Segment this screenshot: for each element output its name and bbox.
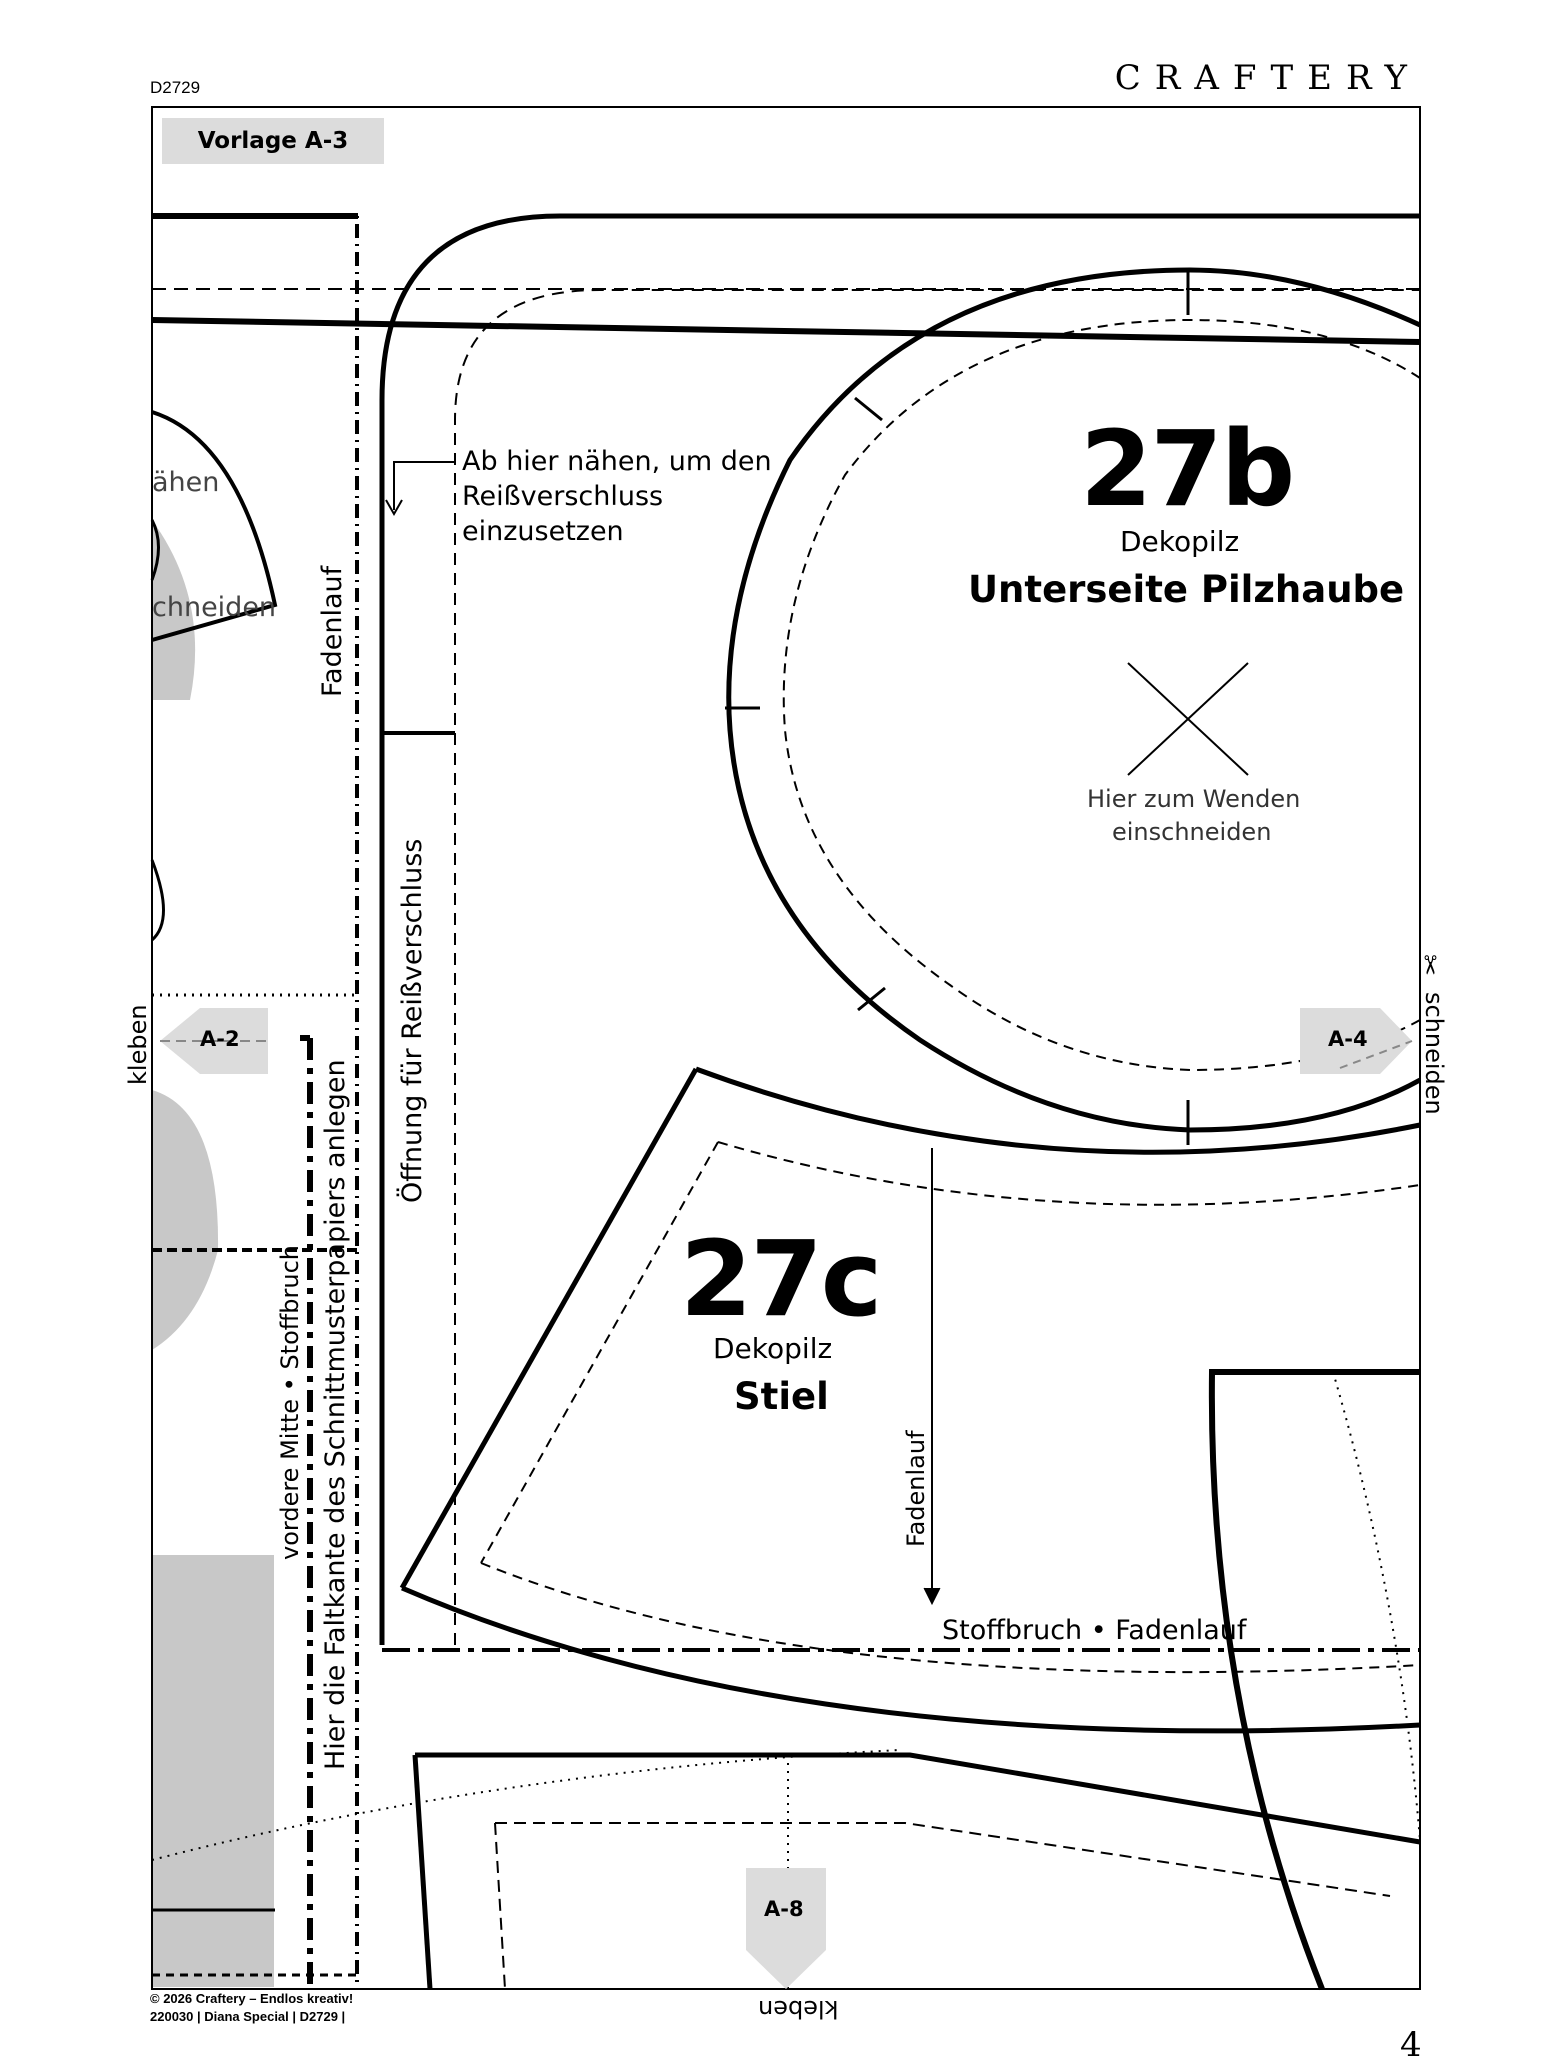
- cut-note-line2: einschneiden: [1112, 818, 1272, 846]
- grain-label-left: Fadenlauf: [317, 565, 348, 697]
- piece-27b-number: 27b: [1080, 408, 1294, 530]
- fold-grain-label: Stoffbruch • Fadenlauf: [942, 1615, 1247, 1646]
- cut-right-label: schneiden: [1420, 992, 1448, 1115]
- piece-27c-subtitle: Dekopilz: [713, 1332, 833, 1365]
- footer: [150, 1990, 353, 2026]
- brand-logo: CRAFTERY: [1114, 58, 1421, 98]
- connector-a2-label: A-2: [200, 1027, 240, 1051]
- piece-27c-number: 27c: [680, 1218, 881, 1340]
- center-front-label: vordere Mitte • Stoffbruch: [276, 1244, 304, 1560]
- piece-27b-name: Unterseite Pilzhaube: [968, 568, 1405, 611]
- glue-left-label: kleben: [124, 1004, 152, 1085]
- partial-sew-label: ähen: [152, 467, 220, 498]
- glue-bottom-label: kleben: [758, 1995, 839, 2023]
- zip-note-line1: Ab hier nähen, um den: [462, 446, 772, 477]
- zip-opening-label: Öffnung für Reißverschluss: [397, 838, 428, 1203]
- document-code: D2729: [150, 78, 201, 97]
- connector-a4-label: A-4: [1328, 1027, 1368, 1051]
- partial-cut-label: chneiden: [152, 592, 277, 623]
- piece-27c-name: Stiel: [734, 1375, 829, 1418]
- zip-note-line3: einzusetzen: [462, 516, 624, 547]
- footer-copyright: © 2026 Craftery – Endlos kreativ!: [150, 1991, 354, 2006]
- connector-a8-label: A-8: [764, 1897, 804, 1921]
- piece-27b-subtitle: Dekopilz: [1120, 525, 1240, 558]
- scissors-icon: ✂: [1413, 954, 1444, 976]
- connector-a8-shape: [746, 1868, 826, 1989]
- page-number: 4: [1400, 2025, 1422, 2065]
- piece-27c-grain: Fadenlauf: [902, 1430, 930, 1547]
- piece-27c-outline: [382, 1069, 1420, 1731]
- cut-note-line1: Hier zum Wenden: [1087, 785, 1301, 813]
- fold-edge-label: Hier die Faltkante des Schnittmusterpapiers anlegen: [320, 1059, 351, 1770]
- footer-issue: 220030 | Diana Special | D2729 |: [150, 2009, 346, 2024]
- gray-fill-areas: [152, 520, 277, 1987]
- template-label: Vorlage A-3: [162, 118, 384, 164]
- zip-note-line2: Reißverschluss: [462, 481, 664, 512]
